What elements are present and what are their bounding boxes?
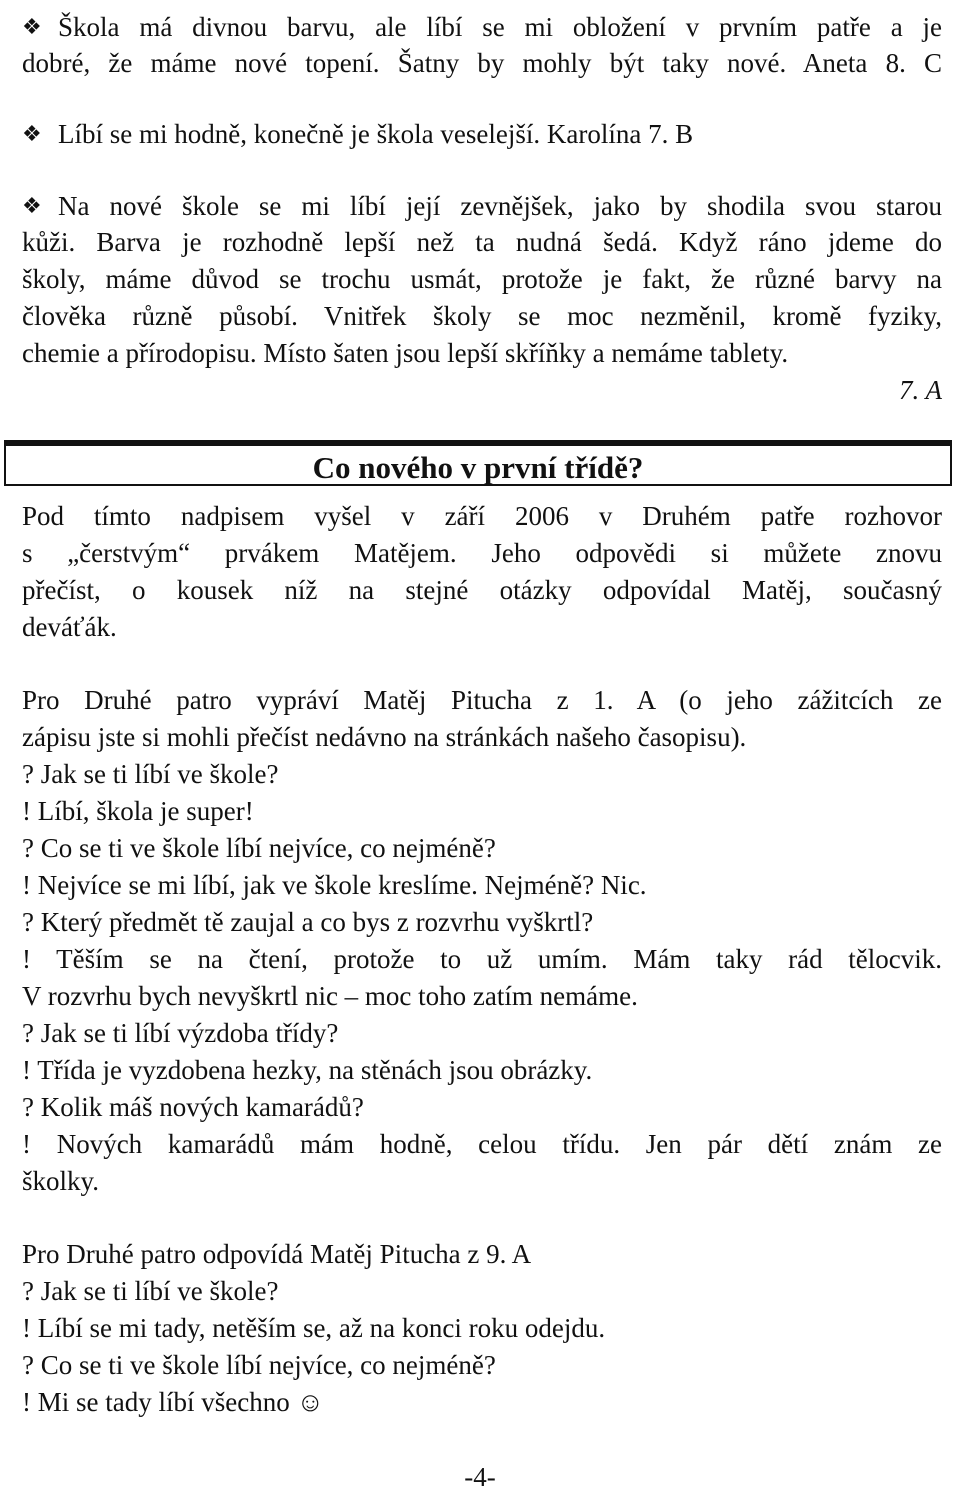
bullet-3-line-5: chemie a přírodopisu. Místo šaten jsou lepší skříňky a nemáme tablety. [22, 338, 789, 368]
bullet-3-line-1: ❖ Na nové škole se mi líbí její zevnějšek, jako by shodila svou starou [22, 187, 942, 225]
section2-line-5: ! Mi se tady líbí všechno ☺ [22, 1387, 325, 1417]
section2-line-3: ! Líbí se mi tady, netěším se, až na konci roku odejdu. [22, 1313, 606, 1343]
intro-line-3: přečíst, o kousek níž na stejné otázky odpovídal Matěj, současný [22, 575, 942, 605]
heading-top-rule [4, 440, 952, 446]
section1-line-7: ? Který předmět tě zaujal a co bys z rozvrhu vyškrtl? [22, 907, 594, 937]
bullet-3-line-2: kůži. Barva je rozhodně lepší než ta nudná šedá. Když ráno jdeme do [22, 227, 942, 257]
section1-line-12: ? Kolik máš nových kamarádů? [22, 1092, 364, 1122]
section1-line-6: ! Nejvíce se mi líbí, jak ve škole kreslíme. Nejméně? Nic. [22, 870, 647, 900]
section2-line-4: ? Co se ti ve škole líbí nejvíce, co nejméně? [22, 1350, 496, 1380]
diamond-bullet-icon: ❖ [22, 121, 42, 146]
section1-line-11: ! Třída je vyzdobena hezky, na stěnách jsou obrázky. [22, 1055, 593, 1085]
section1-line-2: zápisu jste si mohli přečíst nedávno na stránkách našeho časopisu). [22, 722, 747, 752]
bullet-2-line-1: ❖ Líbí se mi hodně, konečně je škola veselejší. Karolína 7. B [22, 115, 942, 153]
diamond-bullet-icon: ❖ [22, 14, 42, 39]
bullet-1-line-1: ❖ Škola má divnou barvu, ale líbí se mi obložení v prvním patře a je [22, 8, 942, 46]
section1-line-1: Pro Druhé patro vypráví Matěj Pitucha z 1. A (o jeho zážitcích ze [22, 685, 942, 715]
signature: 7. A [898, 375, 942, 405]
page-number: -4- [464, 1462, 496, 1492]
section1-line-3: ? Jak se ti líbí ve škole? [22, 759, 279, 789]
section1-line-13: ! Nových kamarádů mám hodně, celou třídu. Jen pár dětí znám ze [22, 1129, 942, 1159]
section2-line-2: ? Jak se ti líbí ve škole? [22, 1276, 279, 1306]
section1-line-8: ! Těším se na čtení, protože to už umím. Mám taky rád tělocvik. [22, 944, 942, 974]
intro-line-4: deváťák. [22, 612, 117, 642]
section1-line-14: školky. [22, 1166, 100, 1196]
intro-line-2: s „čerstvým“ prvákem Matějem. Jeho odpovědi si můžete znovu [22, 538, 942, 568]
section1-line-9: V rozvrhu bych nevyškrtl nic – moc toho zatím nemáme. [22, 981, 638, 1011]
intro-line-1: Pod tímto nadpisem vyšel v září 2006 v Druhém patře rozhovor [22, 501, 942, 531]
section1-line-10: ? Jak se ti líbí výzdoba třídy? [22, 1018, 339, 1048]
diamond-bullet-icon: ❖ [22, 193, 42, 218]
section1-line-5: ? Co se ti ve škole líbí nejvíce, co nejméně? [22, 833, 496, 863]
section-heading: Co nového v první třídě? [312, 450, 644, 485]
section1-line-4: ! Líbí, škola je super! [22, 796, 254, 826]
bullet-1-line-2: dobré, že máme nové topení. Šatny by mohly být taky nové. Aneta 8. C [22, 48, 942, 78]
bullet-3-line-4: člověka různě působí. Vnitřek školy se moc nezměnil, kromě fyziky, [22, 301, 942, 331]
bullet-3-line-3: školy, máme důvod se trochu usmát, protože je fakt, že různé barvy na [22, 264, 942, 294]
section2-line-1: Pro Druhé patro odpovídá Matěj Pitucha z 9. A [22, 1239, 532, 1269]
